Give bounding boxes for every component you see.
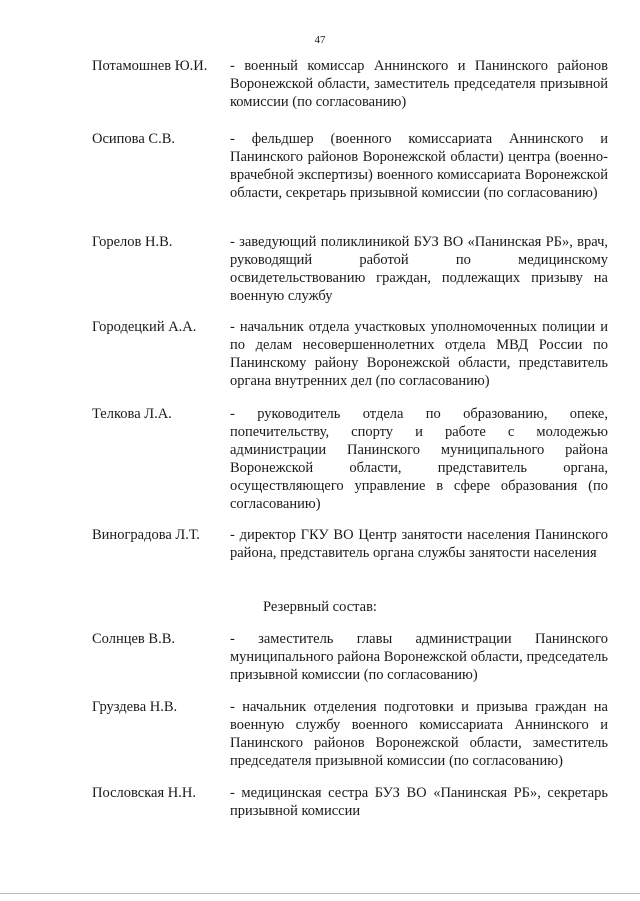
reserve-section-title: Резервный состав:: [263, 599, 377, 615]
member-name: Солнцев В.В.: [92, 631, 175, 647]
bottom-edge-line: [0, 893, 640, 894]
page-number: 47: [314, 34, 326, 46]
member-name: Телкова Л.А.: [92, 406, 172, 422]
member-name: Пословская Н.Н.: [92, 785, 196, 801]
member-role: - начальник отделения подготовки и призыва граждан на военную службу военного комиссариата Аннинского и Панинского районов Воронежской области, заместитель председателя призывной комиссии (по согласованию): [230, 699, 608, 769]
member-role: - заместитель главы администрации Панинского муниципального района Воронежской области, председатель призывной комиссии (по согласованию): [230, 631, 608, 683]
member-role: - начальник отдела участковых уполномоченных полиции и по делам несовершеннолетних отдела МВД России по Панинскому району Воронежской области, представитель органа внутренних дел (по согласованию): [230, 319, 608, 389]
member-name: Груздева Н.В.: [92, 699, 178, 715]
member-name: Виноградова Л.Т.: [92, 527, 200, 543]
member-role: - руководитель отдела по образованию, опеке, попечительству, спорту и работе с молодежью администрации Панинского муниципального района Воронежской области, представитель органа, осуществляющего управление в сфере образования (по согласованию): [230, 406, 608, 512]
member-role: - директор ГКУ ВО Центр занятости населения Панинского района, представитель органа службы занятости населения: [230, 527, 608, 561]
member-role: - заведующий поликлиникой БУЗ ВО «Панинская РБ», врач, руководящий работой по медицинскому освидетельствованию граждан, подлежащих призыву на военную службу: [230, 234, 608, 304]
member-name: Потамошнев Ю.И.: [92, 58, 208, 74]
member-role: - фельдшер (военного комиссариата Аннинского и Панинского районов Воронежской области) центра (военно-врачебной экспертизы) военного комиссариата Воронежской области, секретарь призывной комиссии (по согласованию): [230, 131, 608, 201]
member-name: Городецкий А.А.: [92, 319, 197, 335]
member-role: - медицинская сестра БУЗ ВО «Панинская РБ», секретарь призывной комиссии: [230, 785, 608, 819]
member-role: - военный комиссар Аннинского и Панинского районов Воронежской области, заместитель председателя призывной комиссии (по согласованию): [230, 58, 608, 110]
member-name: Горелов Н.В.: [92, 234, 173, 250]
member-name: Осипова С.В.: [92, 131, 175, 147]
